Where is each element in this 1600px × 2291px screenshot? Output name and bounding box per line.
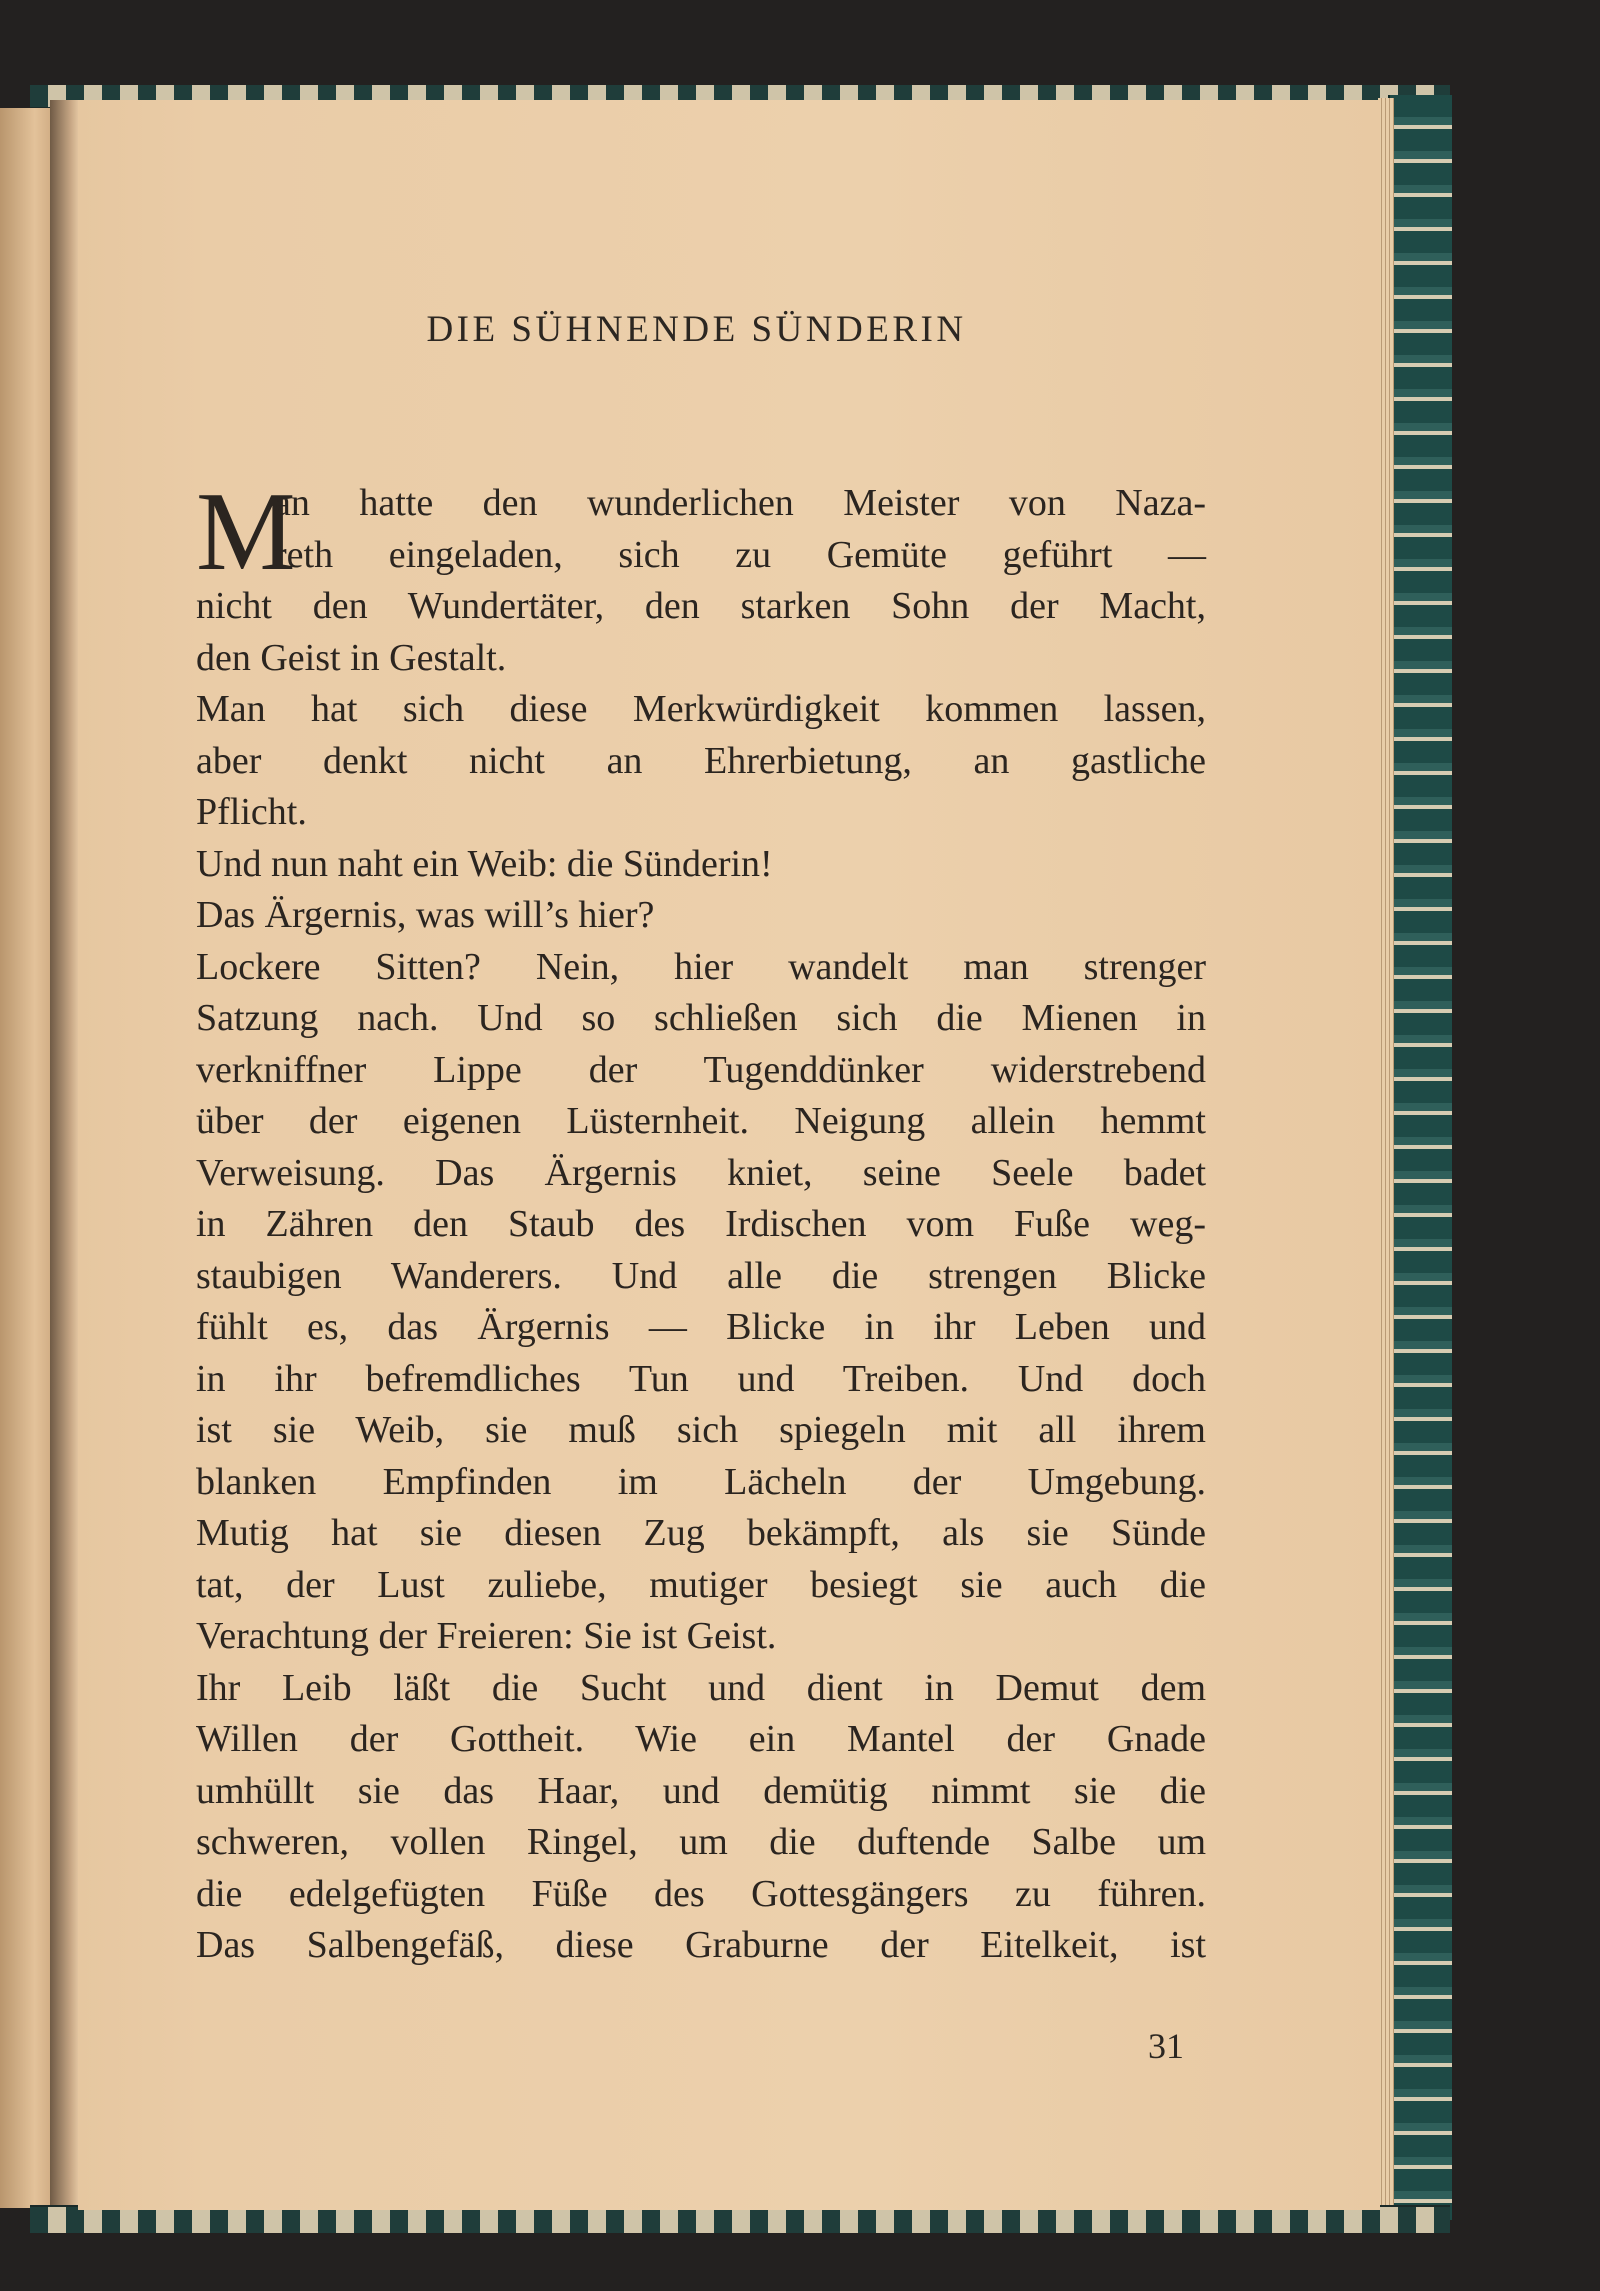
text-line — [196, 1920, 1206, 1972]
text-line — [196, 530, 1206, 582]
text-line-content: Pflicht. — [196, 791, 307, 833]
page-block-edges — [1378, 98, 1394, 2206]
text-line-content: Ihr Leib läßt die Sucht und dient in Demut dem — [196, 1666, 1206, 1709]
text-line-content: den Geist in Gestalt. — [196, 636, 507, 679]
text-line — [196, 1714, 1206, 1766]
text-line — [196, 993, 1206, 1045]
text-line-content: ist sie Weib, sie muß sich spiegeln mit all ihrem — [196, 1409, 1206, 1451]
book-gutter — [50, 100, 80, 2210]
text-line — [196, 1663, 1206, 1715]
text-line-content: die edelgefügten Füße des Gottesgängers zu führen. — [196, 1872, 1206, 1915]
text-line-content: in ihr befremdliches Tun und Treiben. Und doch — [196, 1357, 1206, 1400]
text-line-content: aber denkt nicht an Ehrerbietung, an gastliche — [196, 739, 1206, 782]
text-line-content: Man hat sich diese Merkwürdigkeit kommen lassen, — [196, 688, 1206, 730]
text-line-content: Und nun naht ein Weib: die Sünderin! — [196, 842, 773, 885]
text-line-content: nicht den Wundertäter, den starken Sohn der Macht, — [196, 585, 1206, 627]
text-line — [196, 1817, 1206, 1869]
text-line — [196, 839, 1206, 891]
text-line — [196, 1045, 1206, 1097]
text-line — [196, 1766, 1206, 1818]
text-line-content: reth eingeladen, sich zu Gemüte geführt — — [274, 533, 1206, 576]
text-line — [196, 1508, 1206, 1560]
text-line-content: tat, der Lust zuliebe, mutiger besiegt sie auch die — [196, 1563, 1206, 1606]
text-line-content: Willen der Gottheit. Wie ein Mantel der Gnade — [196, 1718, 1206, 1760]
text-line-content: Satzung nach. Und so schließen sich die Mienen in — [196, 997, 1206, 1039]
book-cover-spine-edge — [1388, 95, 1452, 2220]
text-line-content: Verweisung. Das Ärgernis kniet, seine Seele badet — [196, 1151, 1206, 1194]
text-line — [196, 581, 1206, 633]
text-line — [196, 890, 1206, 942]
text-line — [196, 942, 1206, 994]
drop-cap: M — [196, 470, 296, 594]
text-line-content: blanken Empfinden im Lächeln der Umgebung. — [196, 1460, 1206, 1503]
text-line-content: Verachtung der Freieren: Sie ist Geist. — [196, 1615, 777, 1657]
text-line — [196, 1611, 1206, 1663]
text-line-content: schweren, vollen Ringel, um die duftende Salbe um — [196, 1821, 1206, 1863]
text-line — [196, 736, 1206, 788]
text-line-content: an hatte den wunderlichen Meister von Naza- — [274, 482, 1206, 524]
text-line — [196, 633, 1206, 685]
text-line — [196, 1560, 1206, 1612]
text-line-content: Mutig hat sie diesen Zug bekämpft, als sie Sünde — [196, 1512, 1206, 1554]
text-line — [196, 1457, 1206, 1509]
body-text — [196, 470, 1206, 1972]
text-line — [196, 1096, 1206, 1148]
text-line — [196, 684, 1206, 736]
text-line-content: fühlt es, das Ärgernis — Blicke in ihr Leben und — [196, 1306, 1206, 1348]
text-line — [196, 1354, 1206, 1406]
text-line — [196, 1869, 1206, 1921]
text-line-content: verkniffner Lippe der Tugenddünker widerstrebend — [196, 1048, 1206, 1091]
text-line-content: staubigen Wanderers. Und alle die strengen Blicke — [196, 1254, 1206, 1297]
text-line — [196, 478, 1206, 530]
page-number: 31 — [1148, 2026, 1184, 2066]
text-line — [196, 1199, 1206, 1251]
text-line-content: in Zähren den Staub des Irdischen vom Fuße weg- — [196, 1203, 1206, 1245]
text-line — [196, 787, 1206, 839]
text-line-content: umhüllt sie das Haar, und demütig nimmt sie die — [196, 1769, 1206, 1812]
text-line-content: Lockere Sitten? Nein, hier wandelt man strenger — [196, 945, 1206, 988]
text-line — [196, 1148, 1206, 1200]
running-head: DIE SÜHNENDE SÜNDERIN — [426, 309, 967, 350]
text-line — [196, 1302, 1206, 1354]
text-line-content: Das Ärgernis, was will’s hier? — [196, 894, 655, 936]
text-line — [196, 1251, 1206, 1303]
text-line — [196, 1405, 1206, 1457]
text-line-content: Das Salbengefäß, diese Graburne der Eitelkeit, ist — [196, 1924, 1206, 1966]
book-page — [78, 100, 1380, 2210]
text-line-content: über der eigenen Lüsternheit. Neigung allein hemmt — [196, 1100, 1206, 1142]
